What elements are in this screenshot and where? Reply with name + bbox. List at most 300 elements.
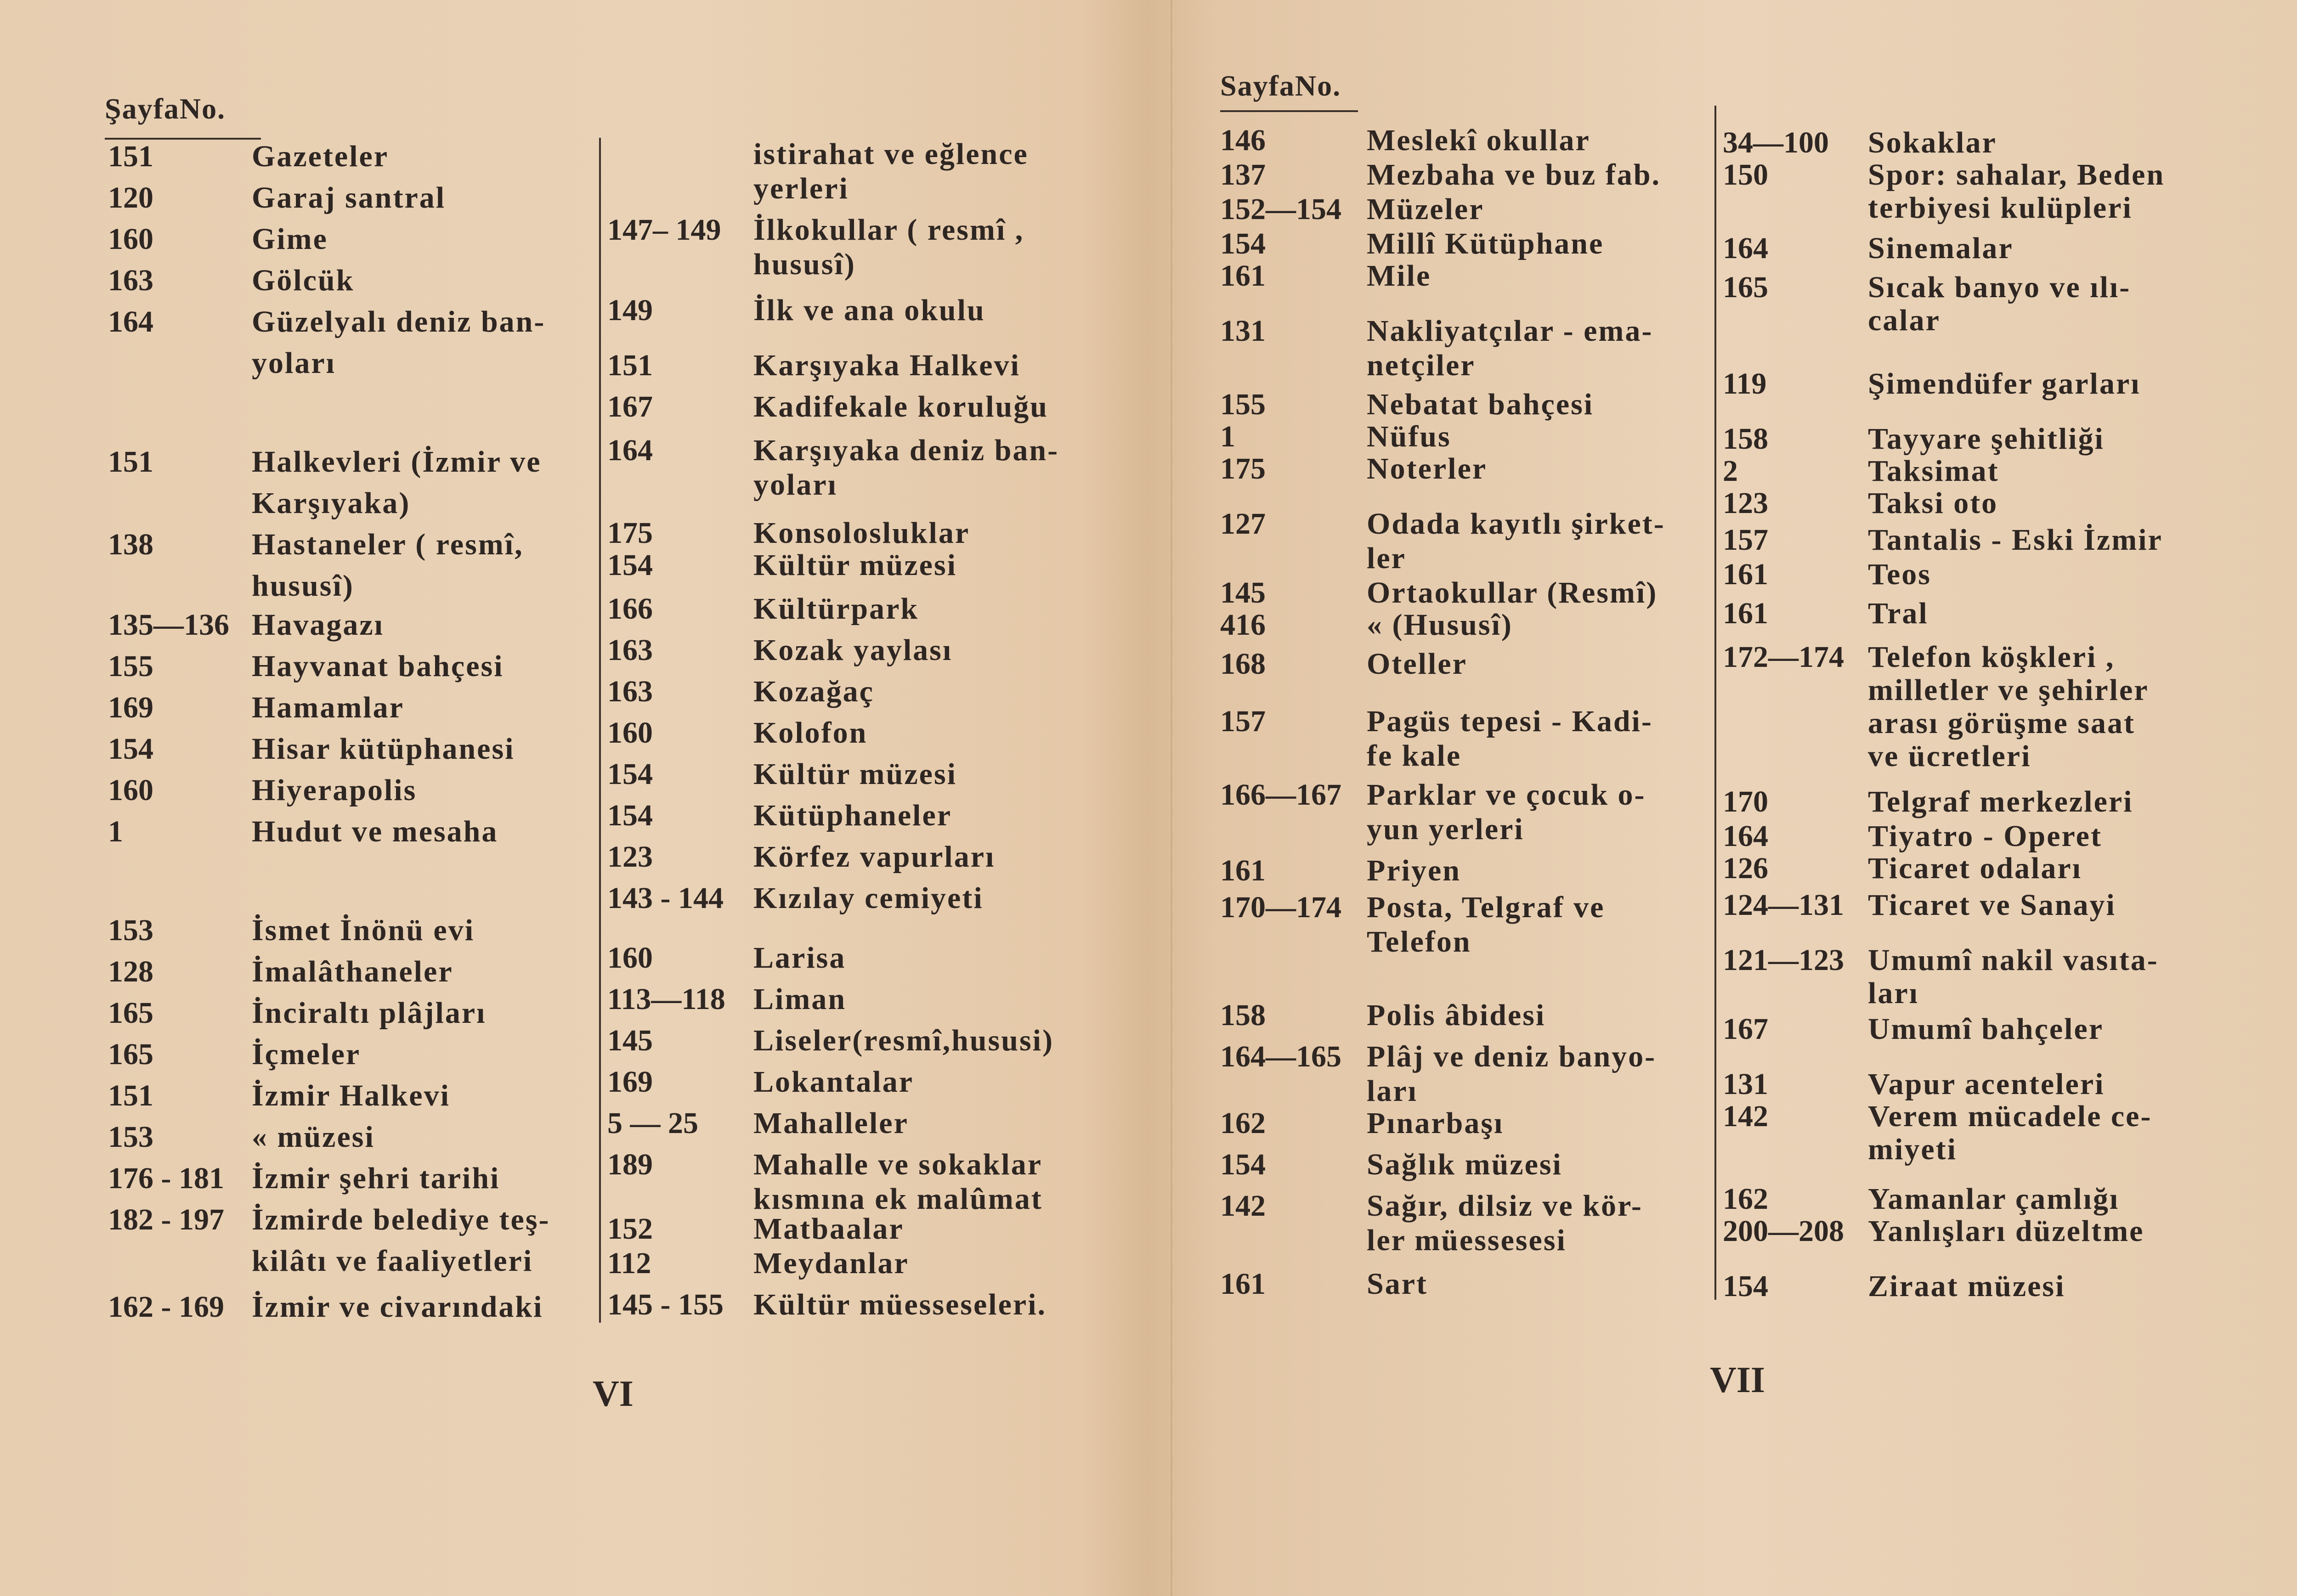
- entry-label-line: Tral: [1868, 597, 1929, 630]
- entry-page-number: 161: [1220, 854, 1266, 887]
- entry-page-number: 200—208: [1723, 1214, 1844, 1248]
- entry-page-number: 167: [607, 390, 653, 423]
- entry-page-number: 162: [1220, 1106, 1266, 1140]
- entry-label: [1367, 1040, 1656, 1109]
- entry-label-line: Sart: [1367, 1267, 1428, 1301]
- entry-label-line: Larisa: [753, 941, 846, 975]
- entry-label: [1868, 232, 2014, 265]
- entry-label-line: calar: [1868, 304, 1941, 337]
- entry-label: [1868, 487, 1998, 520]
- entry-label-line: Mahalleler: [753, 1106, 909, 1140]
- entry-label-line: Kozak yaylası: [753, 633, 953, 667]
- entry-label: [1868, 271, 2131, 337]
- entry-label: [1367, 1190, 1643, 1258]
- folio-number: VII: [1710, 1360, 1765, 1400]
- entry-label: [252, 1203, 550, 1286]
- entry-page-number: 165: [108, 996, 153, 1030]
- entry-page-number: 151: [607, 349, 653, 382]
- entry-label-line: Hudut ve mesaha: [252, 815, 498, 848]
- entry-page-number: 154: [1723, 1269, 1768, 1303]
- entry-label-line: Hisar kütüphanesi: [252, 732, 515, 766]
- entry-page-number: 143 - 144: [607, 881, 724, 915]
- entry-label-line: Güzelyalı deniz ban-: [252, 305, 546, 338]
- entry-page-number: 152: [607, 1212, 653, 1246]
- entry-label-line: Halkevleri (İzmir ve: [252, 445, 542, 479]
- entry-label-line: Ortaokullar (Resmî): [1367, 576, 1658, 609]
- entry-label: [753, 294, 985, 328]
- entry-label: [753, 1288, 1047, 1323]
- entry-label: [1868, 785, 2133, 818]
- entry-page-number: 5 — 25: [607, 1106, 698, 1140]
- entry-label-line: Hamamlar: [252, 691, 404, 724]
- entry-label: [1367, 891, 1605, 960]
- entry-label-line: arası görüşme saat: [1868, 706, 2135, 740]
- entry-label: [252, 774, 417, 815]
- entry-page-number: 151: [108, 1079, 153, 1112]
- entry-page-number: 127: [1220, 507, 1266, 541]
- entry-label: [753, 1107, 909, 1141]
- entry-page-number: 34—100: [1723, 126, 1829, 159]
- entry-page-number: 145 - 155: [607, 1288, 724, 1321]
- entry-label-line: İlk ve ana okulu: [753, 293, 985, 327]
- entry-page-number: 153: [108, 1120, 153, 1154]
- entry-label: [753, 716, 867, 751]
- entry-page-number: 157: [1723, 523, 1768, 557]
- entry-label-line: İmalâthaneler: [252, 955, 453, 988]
- entry-label: [1868, 820, 2102, 853]
- entry-page-number: 142: [1723, 1100, 1768, 1133]
- entry-page-number: 416: [1220, 608, 1266, 642]
- entry-page-number: 154: [1220, 227, 1266, 260]
- entry-label-line: Teos: [1868, 558, 1931, 591]
- entry-label-line: İnciraltı plâjları: [252, 996, 487, 1030]
- entry-label: [1868, 524, 2163, 557]
- entry-page-number: 121—123: [1723, 943, 1844, 977]
- entry-label-line: Telefon köşkleri ,: [1868, 640, 2115, 674]
- entry-page-number: 124—131: [1723, 888, 1844, 922]
- entry-label: [1367, 778, 1646, 847]
- entry-label-line: Mezbaha ve buz fab.: [1367, 158, 1661, 192]
- entry-page-number: 138: [108, 528, 153, 561]
- entry-label: [1868, 126, 1997, 159]
- entry-label-line: Umumî nakil vasıta-: [1868, 943, 2159, 977]
- entry-label: [252, 650, 504, 691]
- entry-label: [753, 1247, 909, 1281]
- entry-label: [1367, 420, 1451, 455]
- entry-page-number: 158: [1220, 998, 1266, 1032]
- entry-page-number: 163: [607, 633, 653, 667]
- entry-page-number: 165: [1723, 271, 1768, 304]
- entry-label: [252, 815, 498, 857]
- entry-page-number: 158: [1723, 422, 1768, 456]
- entry-label-line: Odada kayıtlı şirket-: [1367, 507, 1665, 541]
- entry-label: [1367, 259, 1431, 294]
- entry-page-number: 162: [1723, 1182, 1768, 1216]
- entry-page-number: 169: [607, 1065, 653, 1099]
- entry-label-line: Karşıyaka): [252, 486, 411, 520]
- entry-label-line: Nakliyatçılar - ema-: [1367, 314, 1653, 348]
- entry-label: [252, 733, 515, 774]
- entry-label: [753, 942, 846, 976]
- entry-page-number: 161: [1220, 1267, 1266, 1301]
- entry-page-number: 161: [1723, 558, 1768, 591]
- entry-label: [1367, 854, 1461, 889]
- entry-page-number: 155: [1220, 388, 1266, 421]
- entry-label-line: Mile: [1367, 259, 1431, 293]
- entry-label-line: Ticaret ve Sanayi: [1868, 888, 2116, 922]
- entry-label-line: Karşıyaka deniz ban-: [753, 434, 1059, 467]
- entry-label: [753, 882, 984, 916]
- entry-label-line: Meydanlar: [753, 1246, 909, 1280]
- entry-label-line: Taksimat: [1868, 454, 1999, 488]
- entry-label: [252, 914, 475, 955]
- entry-label: [1367, 1107, 1504, 1141]
- entry-label-line: Tiyatro - Operet: [1868, 819, 2102, 853]
- entry-label-line: Yanlışları düzeltme: [1868, 1214, 2144, 1248]
- entry-label: [1367, 227, 1604, 262]
- entry-label-line: Konsolosluklar: [753, 516, 970, 550]
- entry-page-number: 128: [108, 955, 153, 988]
- entry-label-line: Nebatat bahçesi: [1367, 388, 1594, 421]
- entry-label-line: Havagazı: [252, 608, 384, 642]
- entry-label-line: Taksi oto: [1868, 486, 1998, 520]
- entry-page-number: 131: [1220, 314, 1266, 348]
- entry-page-number: 131: [1723, 1067, 1768, 1101]
- entry-label: [1868, 852, 2082, 885]
- entry-label: [1868, 1270, 2065, 1303]
- entry-label-line: Şimendüfer garları: [1868, 367, 2141, 400]
- entry-page-number: 142: [1220, 1189, 1266, 1223]
- entry-label: [1868, 1100, 2152, 1166]
- entry-label-line: ler: [1367, 541, 1406, 575]
- entry-page-number: 154: [607, 757, 653, 791]
- entry-label-line: İçmeler: [252, 1038, 361, 1071]
- entry-label: [1367, 388, 1594, 423]
- entry-label-line: Sağır, dilsiz ve kör-: [1367, 1189, 1643, 1223]
- entry-label-line: Kültürpark: [753, 592, 919, 626]
- entry-label: [252, 997, 486, 1038]
- entry-label: [753, 758, 957, 792]
- entry-label: [1868, 597, 1929, 630]
- entry-label: [753, 434, 1059, 503]
- entry-label-line: kilâtı ve faaliyetleri: [252, 1244, 533, 1278]
- entry-label: [753, 1213, 904, 1247]
- entry-label: [252, 1038, 361, 1079]
- entry-page-number: 160: [108, 773, 153, 807]
- entry-label-line: Spor: sahalar, Beden: [1868, 158, 2165, 192]
- entry-label-line: Vapur acenteleri: [1868, 1067, 2105, 1101]
- entry-label-line: istirahat ve eğlence: [753, 137, 1029, 171]
- entry-label-line: yerleri: [753, 172, 849, 205]
- entry-label: [753, 138, 1029, 207]
- entry-page-number: 167: [1723, 1012, 1768, 1046]
- entry-page-number: 146: [1220, 124, 1266, 157]
- entry-label-line: Pınarbaşı: [1367, 1106, 1504, 1140]
- entry-label-line: ları: [1868, 976, 1919, 1010]
- entry-label-line: Kültür müzesi: [753, 548, 957, 582]
- entry-page-number: 176 - 181: [108, 1162, 224, 1195]
- entry-label-line: Hastaneler ( resmî,: [252, 528, 524, 561]
- entry-label-line: yoları: [753, 468, 837, 502]
- entry-label: [753, 592, 919, 627]
- entry-page-number: 150: [1723, 158, 1768, 192]
- entry-page-number: 164: [108, 305, 153, 338]
- entry-label-line: netçiler: [1367, 349, 1476, 382]
- entry-label: [1868, 367, 2141, 400]
- entry-label-line: Oteller: [1367, 647, 1467, 681]
- entry-page-number: 154: [108, 732, 153, 766]
- entry-label: [753, 634, 952, 668]
- entry-label-line: Pagüs tepesi - Kadi-: [1367, 705, 1653, 738]
- entry-label: [1868, 455, 1999, 488]
- entry-label-line: Ziraat müzesi: [1868, 1269, 2065, 1303]
- entry-label: [1367, 648, 1467, 682]
- entry-label-line: Gazeteler: [252, 140, 389, 173]
- entry-page-number: 153: [108, 914, 153, 947]
- entry-page-number: 164—165: [1220, 1040, 1341, 1073]
- folio-number: VI: [593, 1374, 634, 1414]
- entry-label-line: Plâj ve deniz banyo-: [1367, 1040, 1657, 1073]
- entry-label: [252, 528, 524, 611]
- entry-page-number: 145: [1220, 576, 1266, 609]
- entry-page-number: 160: [607, 716, 653, 750]
- entry-label: [753, 1024, 1054, 1059]
- entry-label: [1367, 999, 1545, 1033]
- entry-label: [1367, 705, 1653, 774]
- entry-page-number: 161: [1723, 597, 1768, 630]
- entry-label-line: fe kale: [1367, 739, 1462, 773]
- entry-label-line: terbiyesi kulüpleri: [1868, 191, 2133, 225]
- entry-label-line: İlkokullar ( resmî ,: [753, 213, 1024, 247]
- entry-label-line: Hiyerapolis: [252, 773, 417, 807]
- entry-label-line: İzmir ve civarındaki: [252, 1290, 543, 1324]
- entry-label-line: Kadifekale koruluğu: [753, 390, 1048, 423]
- entry-page-number: 168: [1220, 647, 1266, 681]
- entry-label-line: Posta, Telgraf ve: [1367, 891, 1605, 924]
- entry-page-number: 165: [108, 1038, 153, 1071]
- entry-page-number: 123: [607, 840, 653, 874]
- entry-page-number: 112: [607, 1246, 651, 1280]
- entry-page-number: 162 - 169: [108, 1290, 224, 1324]
- entry-label-line: Verem mücadele ce-: [1868, 1100, 2152, 1133]
- entry-page-number: 151: [108, 140, 153, 173]
- entry-label-line: İzmir şehri tarihi: [252, 1162, 500, 1195]
- entry-label-line: Millî Kütüphane: [1367, 227, 1604, 260]
- entry-label: [1868, 1068, 2105, 1101]
- entry-page-number: 170: [1723, 785, 1768, 818]
- entry-label-line: Sinemalar: [1868, 231, 2014, 265]
- entry-label-line: ve ücretleri: [1868, 739, 2031, 773]
- entry-label: [753, 1148, 1043, 1217]
- entry-label-line: Müzeler: [1367, 192, 1484, 226]
- entry-label-line: Ticaret odaları: [1868, 852, 2082, 885]
- entry-label: [753, 390, 1048, 425]
- entry-label-line: Polis âbidesi: [1367, 998, 1546, 1032]
- entry-label-line: Mahalle ve sokaklar: [753, 1148, 1042, 1181]
- entry-page-number: 160: [108, 222, 153, 256]
- entry-label-line: Sıcak banyo ve ılı-: [1868, 271, 2131, 304]
- entry-page-number: 155: [108, 649, 153, 683]
- entry-page-number: 154: [607, 548, 653, 582]
- entry-label: [1367, 315, 1653, 383]
- entry-label: [753, 517, 970, 551]
- entry-page-number: 164: [1723, 819, 1768, 853]
- entry-label-line: Kütüphaneler: [753, 799, 952, 832]
- entry-label-line: Kültür müzesi: [753, 757, 957, 791]
- entry-page-number: 126: [1723, 852, 1768, 885]
- entry-label-line: Gime: [252, 222, 328, 256]
- entry-label-line: Matbaalar: [753, 1212, 904, 1246]
- entry-label-line: Kolofon: [753, 716, 868, 750]
- entry-label: [252, 1079, 450, 1121]
- entry-label: [753, 840, 995, 875]
- entry-label-line: ler müessesesi: [1367, 1224, 1567, 1257]
- entry-label-line: « müzesi: [252, 1120, 375, 1154]
- entry-label-line: Tantalis - Eski İzmir: [1868, 523, 2163, 557]
- entry-label: [252, 1291, 543, 1332]
- entry-page-number: 189: [607, 1148, 653, 1181]
- entry-label-line: Kızılay cemiyeti: [753, 881, 984, 915]
- entry-label-line: Sağlık müzesi: [1367, 1148, 1562, 1181]
- entry-label: [1367, 1268, 1428, 1302]
- entry-label: [1868, 889, 2116, 922]
- entry-page-number: 175: [1220, 452, 1266, 485]
- entry-label: [252, 1162, 500, 1203]
- entry-page-number: 2: [1723, 454, 1738, 488]
- entry-label: [1367, 124, 1590, 158]
- entry-label: [753, 214, 1024, 282]
- entry-page-number: 149: [607, 293, 653, 327]
- entry-page-number: 175: [607, 516, 653, 550]
- entry-label-line: Yamanlar çamlığı: [1868, 1182, 2120, 1216]
- entry-label-line: Garaj santral: [252, 181, 446, 214]
- page-number-header: ŞayfaNo.: [105, 92, 226, 125]
- entry-label: [1868, 944, 2159, 1010]
- entry-label: [252, 955, 453, 997]
- entry-page-number: 120: [108, 181, 153, 214]
- entry-label: [1367, 576, 1658, 611]
- entry-page-number: 164: [1723, 231, 1768, 265]
- entry-label-line: Kültür müesseseleri.: [753, 1288, 1047, 1321]
- entry-label: [1868, 558, 1931, 591]
- entry-page-number: 145: [607, 1024, 653, 1057]
- entry-label-line: hususî): [252, 569, 354, 603]
- entry-label-line: miyeti: [1868, 1133, 1957, 1166]
- entry-label: [753, 675, 874, 710]
- entry-label-line: Körfez vapurları: [753, 840, 996, 874]
- entry-page-number: 147– 149: [607, 213, 721, 247]
- column-divider: [1714, 106, 1716, 1300]
- entry-label: [252, 264, 354, 305]
- entry-page-number: 152—154: [1220, 192, 1341, 226]
- entry-page-number: 1: [108, 815, 123, 848]
- entry-label: [252, 140, 389, 181]
- column-divider: [599, 138, 601, 1323]
- entry-page-number: 166—167: [1220, 778, 1341, 812]
- entry-label: [252, 1121, 375, 1162]
- entry-label-line: Parklar ve çocuk o-: [1367, 778, 1646, 812]
- entry-page-number: 154: [607, 799, 653, 832]
- entry-page-number: 135—136: [108, 608, 229, 642]
- entry-page-number: 172—174: [1723, 640, 1844, 674]
- entry-label: [753, 983, 846, 1017]
- right-page: [1172, 0, 2297, 1596]
- entry-label-line: İzmir Halkevi: [252, 1079, 450, 1112]
- entry-label: [1367, 1148, 1562, 1183]
- entry-label-line: Liseler(resmî,hususi): [753, 1024, 1054, 1057]
- entry-page-number: 166: [607, 592, 653, 626]
- entry-label-line: yun yerleri: [1367, 812, 1524, 846]
- entry-label: [252, 691, 404, 733]
- page-number-header: SayfaNo.: [1220, 69, 1341, 102]
- entry-label: [753, 349, 1020, 383]
- entry-label: [753, 799, 952, 834]
- entry-label: [1367, 158, 1661, 193]
- entry-label: [1868, 158, 2165, 225]
- entry-label: [753, 1066, 914, 1100]
- entry-label: [1868, 1183, 2119, 1216]
- entry-label-line: « (Hususî): [1367, 608, 1513, 642]
- entry-label-line: Priyen: [1367, 854, 1461, 887]
- entry-label-line: Gölcük: [252, 264, 355, 297]
- entry-label-line: Lokantalar: [753, 1065, 914, 1099]
- entry-page-number: 157: [1220, 705, 1266, 738]
- entry-label: [252, 446, 542, 528]
- entry-label: [1367, 508, 1665, 576]
- entry-label-line: Karşıyaka Halkevi: [753, 349, 1020, 382]
- entry-page-number: 161: [1220, 259, 1266, 293]
- entry-page-number: 163: [108, 264, 153, 297]
- entry-label-line: kısmına ek malûmat: [753, 1182, 1043, 1216]
- entry-page-number: 160: [607, 941, 653, 975]
- header-rule: [1220, 110, 1358, 112]
- entry-label-line: Telgraf merkezleri: [1868, 785, 2133, 818]
- entry-page-number: 123: [1723, 486, 1768, 520]
- entry-label-line: hususî): [753, 248, 856, 281]
- entry-label: [1868, 423, 2105, 456]
- entry-label-line: İzmirde belediye teş-: [252, 1203, 550, 1236]
- entry-label: [1367, 609, 1513, 643]
- entry-page-number: 164: [607, 434, 653, 467]
- entry-label-line: Hayvanat bahçesi: [252, 649, 504, 683]
- entry-page-number: 169: [108, 691, 153, 724]
- entry-label-line: Tayyare şehitliği: [1868, 422, 2105, 456]
- entry-page-number: 119: [1723, 367, 1767, 400]
- entry-label-line: Kozağaç: [753, 675, 874, 708]
- entry-label-line: yoları: [252, 346, 336, 380]
- entry-page-number: 137: [1220, 158, 1266, 192]
- entry-label: [1367, 452, 1487, 487]
- entry-label: [252, 305, 545, 388]
- entry-label-line: Sokaklar: [1868, 126, 1997, 159]
- entry-label: [252, 181, 446, 223]
- entry-label: [1367, 193, 1484, 227]
- entry-label: [1868, 1013, 2104, 1046]
- entry-page-number: 151: [108, 445, 153, 479]
- entry-label-line: Meslekî okullar: [1367, 124, 1590, 157]
- entry-label-line: İsmet İnönü evi: [252, 914, 475, 947]
- entry-label-line: Noterler: [1367, 452, 1488, 485]
- entry-label-line: ları: [1367, 1074, 1418, 1108]
- entry-page-number: 1: [1220, 420, 1235, 453]
- entry-label: [252, 609, 384, 650]
- entry-label: [1868, 1215, 2144, 1248]
- entry-label-line: Umumî bahçeler: [1868, 1012, 2104, 1046]
- entry-label: [252, 223, 328, 264]
- entry-label-line: Liman: [753, 982, 847, 1016]
- entry-page-number: 182 - 197: [108, 1203, 224, 1236]
- entry-page-number: 154: [1220, 1148, 1266, 1181]
